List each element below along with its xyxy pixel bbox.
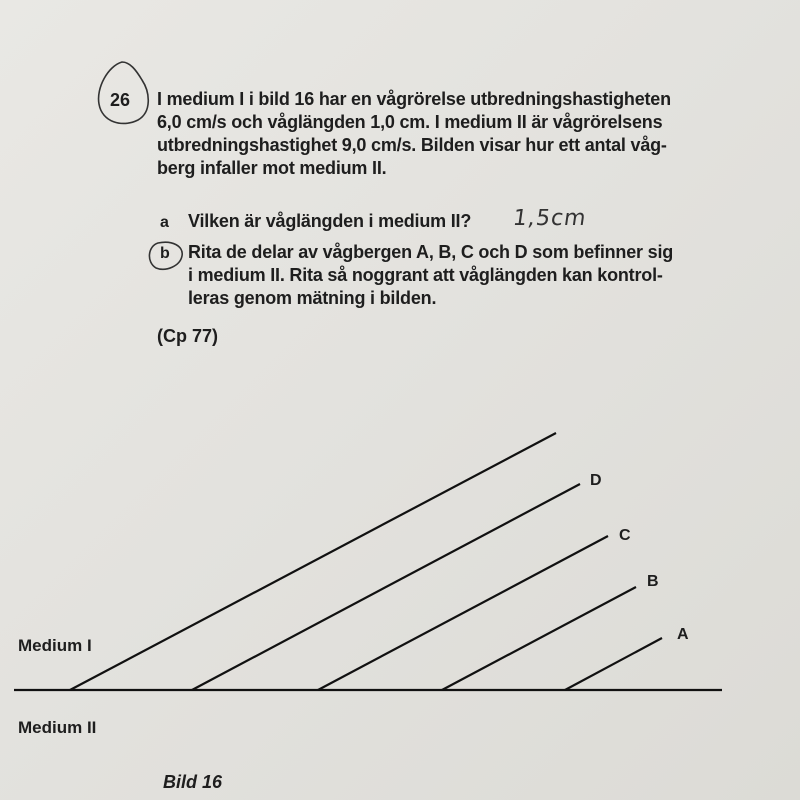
wavefront-line-a bbox=[565, 638, 662, 690]
part-b-letter: b bbox=[160, 245, 170, 262]
wavefront-line-c bbox=[318, 536, 608, 690]
figure-caption: Bild 16 bbox=[163, 772, 223, 792]
part-a-letter: a bbox=[160, 214, 169, 231]
part-b-line: leras genom mätning i bilden. bbox=[188, 288, 437, 308]
wave-label-b: B bbox=[647, 573, 659, 590]
reference: (Cp 77) bbox=[157, 326, 219, 346]
problem-line: utbredningshastighet 9,0 cm/s. Bilden visar hur ett antal våg- bbox=[157, 135, 667, 155]
wavefront-line-top bbox=[70, 433, 556, 690]
wave-label-d: D bbox=[590, 472, 602, 489]
wave-label-a: A bbox=[677, 626, 689, 643]
problem-line: I medium I i bild 16 har en vågrörelse utbredningshastigheten bbox=[157, 89, 671, 109]
medium-1-label: Medium I bbox=[18, 636, 92, 655]
problem-line: 6,0 cm/s och våglängden 1,0 cm. I medium II är vågrörelsens bbox=[157, 112, 663, 132]
wavefront-line-b bbox=[442, 587, 636, 690]
handwritten-answer: 1,5cm bbox=[511, 206, 589, 231]
problem-line: berg infaller mot medium II. bbox=[157, 158, 387, 178]
wave-label-c: C bbox=[619, 527, 631, 544]
part-a-text: Vilken är våglängden i medium II? bbox=[188, 211, 472, 231]
wavefront-line-d bbox=[192, 484, 580, 690]
problem-number: 26 bbox=[110, 90, 131, 110]
medium-2-label: Medium II bbox=[18, 718, 97, 737]
part-b-line: Rita de delar av vågbergen A, B, C och D som befinner sig bbox=[188, 242, 674, 262]
part-b-line: i medium II. Rita så noggrant att våglängden kan kontrol- bbox=[188, 265, 663, 285]
